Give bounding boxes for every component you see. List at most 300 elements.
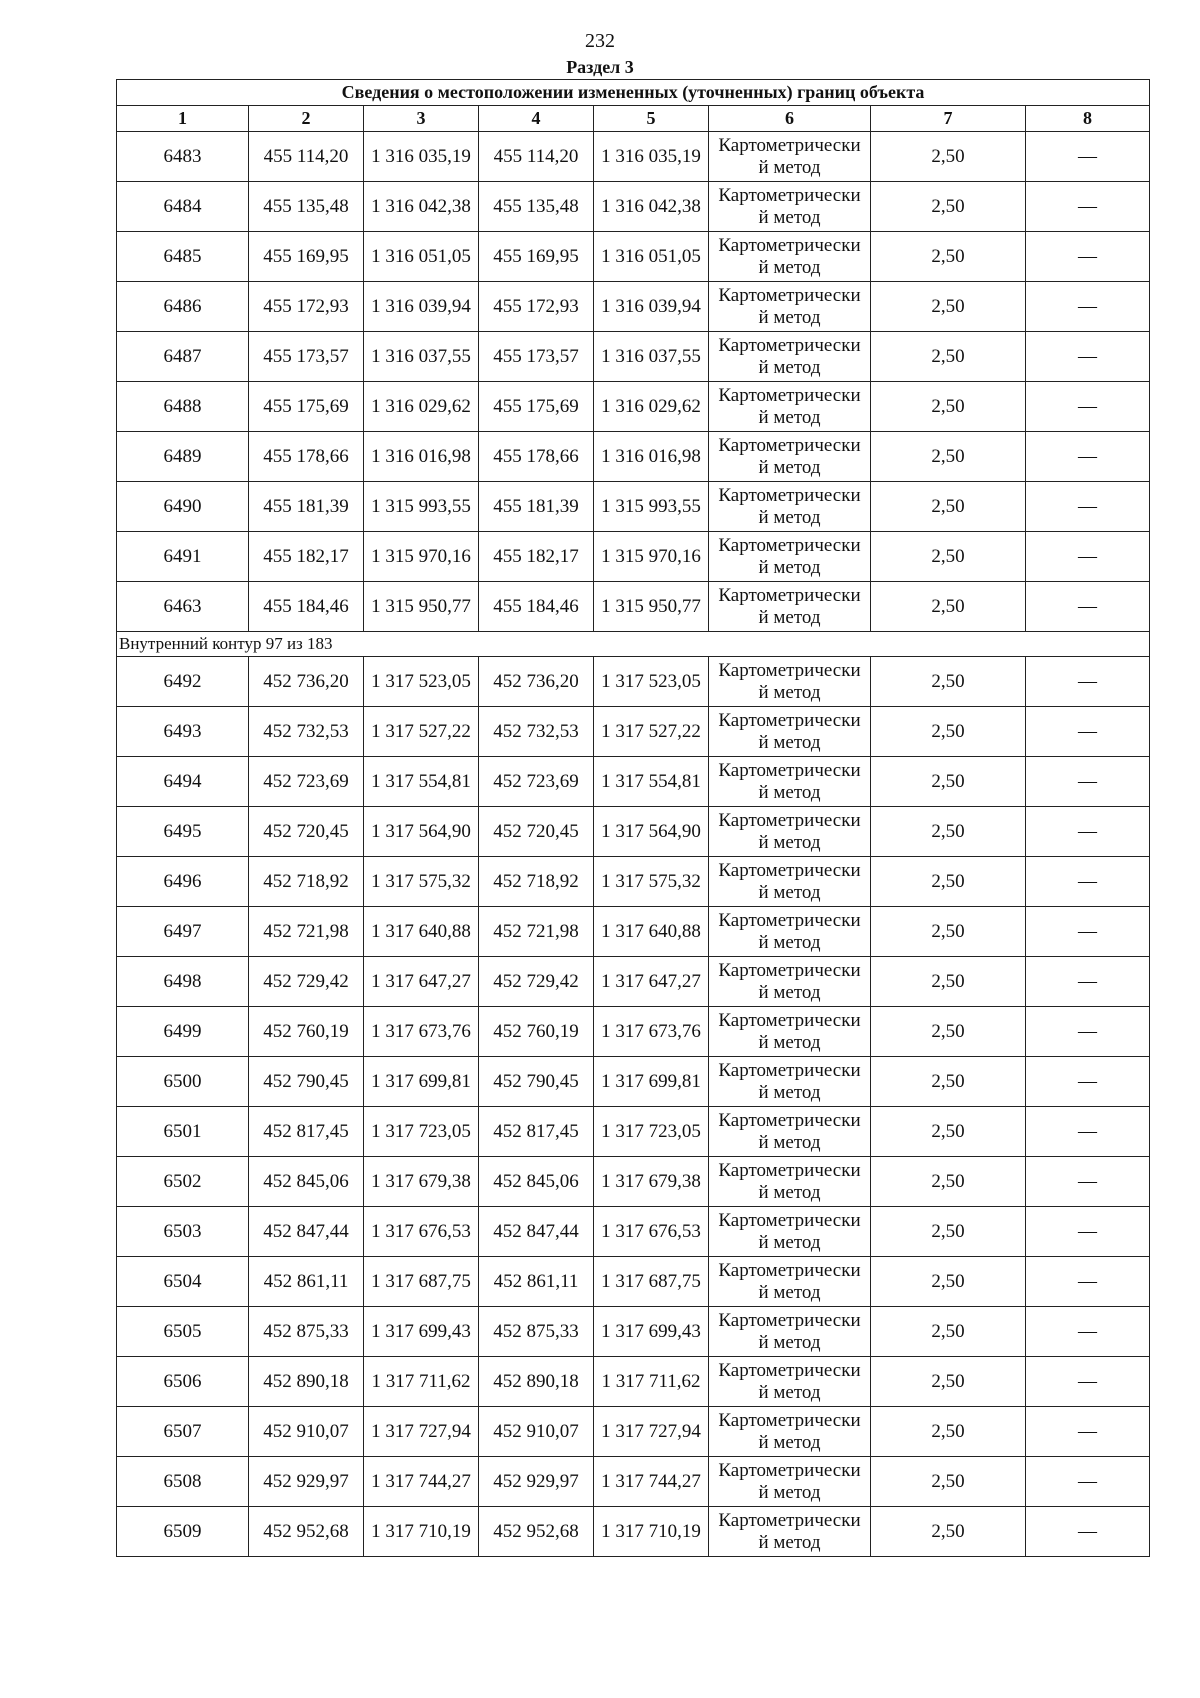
table-row: [117, 482, 1150, 532]
table-cell: 452 929,97: [249, 1457, 364, 1507]
method-cell: [709, 1107, 871, 1157]
table-row: [117, 182, 1150, 232]
method-cell: [709, 1057, 871, 1107]
method-line-1: Картометрически: [718, 959, 861, 981]
table-cell: 6492: [117, 657, 249, 707]
table-row: [117, 657, 1150, 707]
table-cell: 452 910,07: [249, 1407, 364, 1457]
table-cell: 6499: [117, 1007, 249, 1057]
table-cell: 452 720,45: [249, 807, 364, 857]
table-cell: 6502: [117, 1157, 249, 1207]
table-cell: 452 817,45: [249, 1107, 364, 1157]
method-line-2: й метод: [758, 1431, 821, 1453]
table-cell: 455 175,69: [249, 382, 364, 432]
method-line-2: й метод: [758, 206, 821, 228]
method-line-2: й метод: [758, 1181, 821, 1203]
accuracy-cell: 2,50: [871, 482, 1026, 532]
table-cell: 1 317 527,22: [594, 707, 709, 757]
method-line-2: й метод: [758, 1031, 821, 1053]
method-line-1: Картометрически: [718, 1159, 861, 1181]
dash-cell: —: [1026, 482, 1150, 532]
method-line-1: Картометрически: [718, 1059, 861, 1081]
method-line-2: й метод: [758, 556, 821, 578]
table-cell: 455 182,17: [479, 532, 594, 582]
table-cell: 452 929,97: [479, 1457, 594, 1507]
table-cell: 452 790,45: [479, 1057, 594, 1107]
table-cell: 6490: [117, 482, 249, 532]
dash-cell: —: [1026, 1407, 1150, 1457]
method-cell: [709, 807, 871, 857]
method-line-1: Картометрически: [718, 759, 861, 781]
table-cell: 452 729,42: [479, 957, 594, 1007]
method-line-2: й метод: [758, 1481, 821, 1503]
accuracy-cell: 2,50: [871, 807, 1026, 857]
method-line-1: Картометрически: [718, 434, 861, 456]
method-line-2: й метод: [758, 356, 821, 378]
table-cell: 452 760,19: [479, 1007, 594, 1057]
table-cell: 6497: [117, 907, 249, 957]
table-cell: 1 317 575,32: [364, 857, 479, 907]
dash-cell: —: [1026, 1257, 1150, 1307]
method-line-2: й метод: [758, 1281, 821, 1303]
table-cell: 452 720,45: [479, 807, 594, 857]
accuracy-cell: 2,50: [871, 332, 1026, 382]
table-cell: 1 317 647,27: [594, 957, 709, 1007]
method-line-2: й метод: [758, 506, 821, 528]
table-cell: 1 316 037,55: [364, 332, 479, 382]
column-header: 2: [249, 106, 364, 132]
table-cell: 1 317 640,88: [364, 907, 479, 957]
dash-cell: —: [1026, 757, 1150, 807]
dash-cell: —: [1026, 1007, 1150, 1057]
method-line-1: Картометрически: [718, 659, 861, 681]
method-line-2: й метод: [758, 981, 821, 1003]
table-cell: 1 317 699,43: [364, 1307, 479, 1357]
table-cell: 1 317 640,88: [594, 907, 709, 957]
table-cell: 452 875,33: [479, 1307, 594, 1357]
table-cell: 1 317 647,27: [364, 957, 479, 1007]
column-header: 1: [117, 106, 249, 132]
dash-cell: —: [1026, 1157, 1150, 1207]
table-cell: 6503: [117, 1207, 249, 1257]
method-line-2: й метод: [758, 456, 821, 478]
column-header: 7: [871, 106, 1026, 132]
accuracy-cell: 2,50: [871, 957, 1026, 1007]
method-line-1: Картометрически: [718, 1009, 861, 1031]
section-title: Раздел 3: [566, 57, 634, 77]
table-row: [117, 232, 1150, 282]
page-number: 232: [585, 30, 615, 52]
table-cell: 6489: [117, 432, 249, 482]
table-cell: 1 317 744,27: [594, 1457, 709, 1507]
dash-cell: —: [1026, 132, 1150, 182]
method-line-1: Картометрически: [718, 584, 861, 606]
table-cell: 452 721,98: [249, 907, 364, 957]
column-header: 6: [709, 106, 871, 132]
table-cell: 455 184,46: [249, 582, 364, 632]
table-cell: 455 173,57: [249, 332, 364, 382]
table-cell: 1 317 673,76: [594, 1007, 709, 1057]
table-row: [117, 957, 1150, 1007]
table-cell: 6506: [117, 1357, 249, 1407]
table-cell: 452 847,44: [249, 1207, 364, 1257]
table-cell: 452 817,45: [479, 1107, 594, 1157]
table-cell: 452 721,98: [479, 907, 594, 957]
table-cell: 6507: [117, 1407, 249, 1457]
dash-cell: —: [1026, 232, 1150, 282]
method-cell: [709, 1457, 871, 1507]
table-cell: 452 790,45: [249, 1057, 364, 1107]
table-cell: 1 316 029,62: [594, 382, 709, 432]
table-cell: 1 317 554,81: [364, 757, 479, 807]
table-cell: 1 317 723,05: [364, 1107, 479, 1157]
method-cell: [709, 432, 871, 482]
table-cell: 1 315 970,16: [364, 532, 479, 582]
table-row: [117, 1357, 1150, 1407]
table-cell: 6501: [117, 1107, 249, 1157]
table-row: [117, 332, 1150, 382]
method-line-2: й метод: [758, 831, 821, 853]
table-cell: 1 317 673,76: [364, 1007, 479, 1057]
method-line-1: Картометрически: [718, 1359, 861, 1381]
table-cell: 1 317 699,81: [364, 1057, 479, 1107]
accuracy-cell: 2,50: [871, 182, 1026, 232]
dash-cell: —: [1026, 432, 1150, 482]
method-cell: [709, 382, 871, 432]
accuracy-cell: 2,50: [871, 1407, 1026, 1457]
method-line-2: й метод: [758, 1331, 821, 1353]
table-cell: 1 316 039,94: [364, 282, 479, 332]
method-cell: [709, 132, 871, 182]
method-cell: [709, 1207, 871, 1257]
accuracy-cell: 2,50: [871, 582, 1026, 632]
table-cell: 452 729,42: [249, 957, 364, 1007]
table-cell: 452 952,68: [479, 1507, 594, 1557]
method-cell: [709, 532, 871, 582]
table-cell: 1 316 051,05: [364, 232, 479, 282]
accuracy-cell: 2,50: [871, 1457, 1026, 1507]
method-cell: [709, 757, 871, 807]
accuracy-cell: 2,50: [871, 282, 1026, 332]
table-row: [117, 907, 1150, 957]
table-row: [117, 132, 1150, 182]
table-cell: 1 316 016,98: [594, 432, 709, 482]
table-cell: 1 317 687,75: [364, 1257, 479, 1307]
method-cell: [709, 957, 871, 1007]
table-cell: 452 736,20: [249, 657, 364, 707]
table-row: [117, 1157, 1150, 1207]
method-cell: [709, 907, 871, 957]
column-header: 5: [594, 106, 709, 132]
table-cell: 455 184,46: [479, 582, 594, 632]
accuracy-cell: 2,50: [871, 857, 1026, 907]
table-cell: 452 890,18: [479, 1357, 594, 1407]
dash-cell: —: [1026, 1307, 1150, 1357]
method-line-2: й метод: [758, 606, 821, 628]
method-line-1: Картометрически: [718, 1509, 861, 1531]
method-line-2: й метод: [758, 731, 821, 753]
table-cell: 6485: [117, 232, 249, 282]
accuracy-cell: 2,50: [871, 532, 1026, 582]
method-cell: [709, 482, 871, 532]
table-row: [117, 432, 1150, 482]
table-row: [117, 1057, 1150, 1107]
table-cell: 1 317 564,90: [594, 807, 709, 857]
table-row: [117, 1307, 1150, 1357]
method-line-1: Картометрически: [718, 709, 861, 731]
dash-cell: —: [1026, 582, 1150, 632]
method-cell: [709, 332, 871, 382]
table-cell: 6486: [117, 282, 249, 332]
method-cell: [709, 857, 871, 907]
table-cell: 452 732,53: [479, 707, 594, 757]
table-row: [117, 1207, 1150, 1257]
method-cell: [709, 232, 871, 282]
method-line-1: Картометрически: [718, 1459, 861, 1481]
table-cell: 452 875,33: [249, 1307, 364, 1357]
table-cell: 6488: [117, 382, 249, 432]
method-cell: [709, 282, 871, 332]
table-row: [117, 1457, 1150, 1507]
method-line-1: Картометрически: [718, 134, 861, 156]
dash-cell: —: [1026, 807, 1150, 857]
table-cell: 6484: [117, 182, 249, 232]
table-cell: 1 315 993,55: [594, 482, 709, 532]
table-cell: 6487: [117, 332, 249, 382]
table-cell: 1 316 029,62: [364, 382, 479, 432]
dash-cell: —: [1026, 1507, 1150, 1557]
method-cell: [709, 582, 871, 632]
table-cell: 6493: [117, 707, 249, 757]
method-line-2: й метод: [758, 406, 821, 428]
column-header: 3: [364, 106, 479, 132]
table-cell: 452 861,11: [249, 1257, 364, 1307]
dash-cell: —: [1026, 282, 1150, 332]
table-cell: 1 317 679,38: [364, 1157, 479, 1207]
table-cell: 1 315 970,16: [594, 532, 709, 582]
method-line-1: Картометрически: [718, 1259, 861, 1281]
table-cell: 452 861,11: [479, 1257, 594, 1307]
table-cell: 1 316 051,05: [594, 232, 709, 282]
table-cell: 452 718,92: [479, 857, 594, 907]
table-cell: 6495: [117, 807, 249, 857]
accuracy-cell: 2,50: [871, 1307, 1026, 1357]
table-cell: 1 317 527,22: [364, 707, 479, 757]
table-row: [117, 1407, 1150, 1457]
table-row: [117, 282, 1150, 332]
table-cell: 1 317 575,32: [594, 857, 709, 907]
accuracy-cell: 2,50: [871, 707, 1026, 757]
table-cell: 455 173,57: [479, 332, 594, 382]
method-line-2: й метод: [758, 881, 821, 903]
dash-cell: —: [1026, 1207, 1150, 1257]
accuracy-cell: 2,50: [871, 1507, 1026, 1557]
method-line-2: й метод: [758, 781, 821, 803]
table-cell: 455 172,93: [249, 282, 364, 332]
dash-cell: —: [1026, 1057, 1150, 1107]
method-cell: [709, 1407, 871, 1457]
accuracy-cell: 2,50: [871, 1357, 1026, 1407]
table-cell: 1 317 710,19: [364, 1507, 479, 1557]
method-line-2: й метод: [758, 156, 821, 178]
dash-cell: —: [1026, 957, 1150, 1007]
table-cell: 6496: [117, 857, 249, 907]
method-line-1: Картометрически: [718, 1309, 861, 1331]
table-cell: 1 317 676,53: [364, 1207, 479, 1257]
table-cell: 1 317 711,62: [364, 1357, 479, 1407]
table-cell: 1 317 711,62: [594, 1357, 709, 1407]
table-cell: 1 316 039,94: [594, 282, 709, 332]
table-cell: 1 316 037,55: [594, 332, 709, 382]
method-line-1: Картометрически: [718, 1209, 861, 1231]
table-cell: 455 114,20: [249, 132, 364, 182]
table-cell: 1 315 950,77: [364, 582, 479, 632]
method-line-1: Картометрически: [718, 909, 861, 931]
dash-cell: —: [1026, 907, 1150, 957]
method-cell: [709, 1257, 871, 1307]
dash-cell: —: [1026, 1457, 1150, 1507]
method-cell: [709, 1357, 871, 1407]
method-line-2: й метод: [758, 1531, 821, 1553]
column-header: 4: [479, 106, 594, 132]
method-line-1: Картометрически: [718, 1409, 861, 1431]
table-cell: 1 317 679,38: [594, 1157, 709, 1207]
method-line-1: Картометрически: [718, 859, 861, 881]
table-cell: 452 718,92: [249, 857, 364, 907]
table-cell: 455 114,20: [479, 132, 594, 182]
table-cell: 6504: [117, 1257, 249, 1307]
table-cell: 6500: [117, 1057, 249, 1107]
table-cell: 455 178,66: [479, 432, 594, 482]
table-cell: 452 736,20: [479, 657, 594, 707]
dash-cell: —: [1026, 182, 1150, 232]
table-row: [117, 1507, 1150, 1557]
method-cell: [709, 1007, 871, 1057]
table-cell: 455 182,17: [249, 532, 364, 582]
contour-label: Внутренний контур 97 из 183: [117, 632, 1150, 657]
table-cell: 6505: [117, 1307, 249, 1357]
table-cell: 1 316 042,38: [594, 182, 709, 232]
table-cell: 1 316 042,38: [364, 182, 479, 232]
table-caption-row: [117, 80, 1150, 106]
table-cell: 1 317 710,19: [594, 1507, 709, 1557]
method-line-2: й метод: [758, 1381, 821, 1403]
method-line-1: Картометрически: [718, 534, 861, 556]
method-cell: [709, 1507, 871, 1557]
table-cell: 455 181,39: [479, 482, 594, 532]
table-row: [117, 1107, 1150, 1157]
table-cell: 1 317 554,81: [594, 757, 709, 807]
method-line-2: й метод: [758, 1131, 821, 1153]
dash-cell: —: [1026, 1107, 1150, 1157]
table-cell: 1 316 035,19: [594, 132, 709, 182]
method-line-2: й метод: [758, 306, 821, 328]
table-cell: 1 317 687,75: [594, 1257, 709, 1307]
table-row: [117, 1007, 1150, 1057]
table-cell: 1 317 699,81: [594, 1057, 709, 1107]
column-header: 8: [1026, 106, 1150, 132]
table-cell: 455 175,69: [479, 382, 594, 432]
method-line-1: Картометрически: [718, 809, 861, 831]
accuracy-cell: 2,50: [871, 657, 1026, 707]
method-line-2: й метод: [758, 681, 821, 703]
table-cell: 455 181,39: [249, 482, 364, 532]
accuracy-cell: 2,50: [871, 757, 1026, 807]
dash-cell: —: [1026, 707, 1150, 757]
method-line-1: Картометрически: [718, 184, 861, 206]
table-cell: 452 723,69: [479, 757, 594, 807]
table-cell: 452 890,18: [249, 1357, 364, 1407]
table-cell: 452 732,53: [249, 707, 364, 757]
method-line-1: Картометрически: [718, 384, 861, 406]
table-row: [117, 807, 1150, 857]
method-line-1: Картометрически: [718, 234, 861, 256]
method-cell: [709, 182, 871, 232]
accuracy-cell: 2,50: [871, 432, 1026, 482]
table-cell: 6508: [117, 1457, 249, 1507]
accuracy-cell: 2,50: [871, 1157, 1026, 1207]
method-line-1: Картометрически: [718, 1109, 861, 1131]
method-cell: [709, 1307, 871, 1357]
table-cell: 1 317 744,27: [364, 1457, 479, 1507]
table-cell: 6509: [117, 1507, 249, 1557]
table-cell: 6483: [117, 132, 249, 182]
table-cell: 1 317 727,94: [364, 1407, 479, 1457]
table-cell: 1 316 016,98: [364, 432, 479, 482]
dash-cell: —: [1026, 1357, 1150, 1407]
table-cell: 452 845,06: [479, 1157, 594, 1207]
method-line-2: й метод: [758, 931, 821, 953]
table-cell: 455 169,95: [249, 232, 364, 282]
table-cell: 452 723,69: [249, 757, 364, 807]
accuracy-cell: 2,50: [871, 907, 1026, 957]
method-line-2: й метод: [758, 1081, 821, 1103]
table-cell: 1 317 676,53: [594, 1207, 709, 1257]
table-cell: 1 315 950,77: [594, 582, 709, 632]
table-cell: 455 135,48: [479, 182, 594, 232]
table-cell: 452 910,07: [479, 1407, 594, 1457]
table-cell: 1 317 699,43: [594, 1307, 709, 1357]
table-cell: 6498: [117, 957, 249, 1007]
table-row: [117, 707, 1150, 757]
method-line-1: Картометрически: [718, 484, 861, 506]
table-row: [117, 857, 1150, 907]
table-row: [117, 532, 1150, 582]
accuracy-cell: 2,50: [871, 232, 1026, 282]
table-cell: 455 169,95: [479, 232, 594, 282]
table-caption: Сведения о местоположении измененных (уточненных) границ объекта: [117, 80, 1150, 106]
column-header-row: [117, 106, 1150, 132]
table-row: [117, 582, 1150, 632]
table-row: [117, 382, 1150, 432]
method-line-2: й метод: [758, 1231, 821, 1253]
table-cell: 455 172,93: [479, 282, 594, 332]
boundary-table: [116, 79, 1150, 1557]
table-cell: 1 317 727,94: [594, 1407, 709, 1457]
table-cell: 455 135,48: [249, 182, 364, 232]
accuracy-cell: 2,50: [871, 132, 1026, 182]
method-line-2: й метод: [758, 256, 821, 278]
accuracy-cell: 2,50: [871, 1257, 1026, 1307]
method-line-1: Картометрически: [718, 334, 861, 356]
dash-cell: —: [1026, 657, 1150, 707]
accuracy-cell: 2,50: [871, 1057, 1026, 1107]
table-cell: 452 845,06: [249, 1157, 364, 1207]
method-cell: [709, 707, 871, 757]
table-cell: 452 952,68: [249, 1507, 364, 1557]
method-cell: [709, 657, 871, 707]
dash-cell: —: [1026, 382, 1150, 432]
